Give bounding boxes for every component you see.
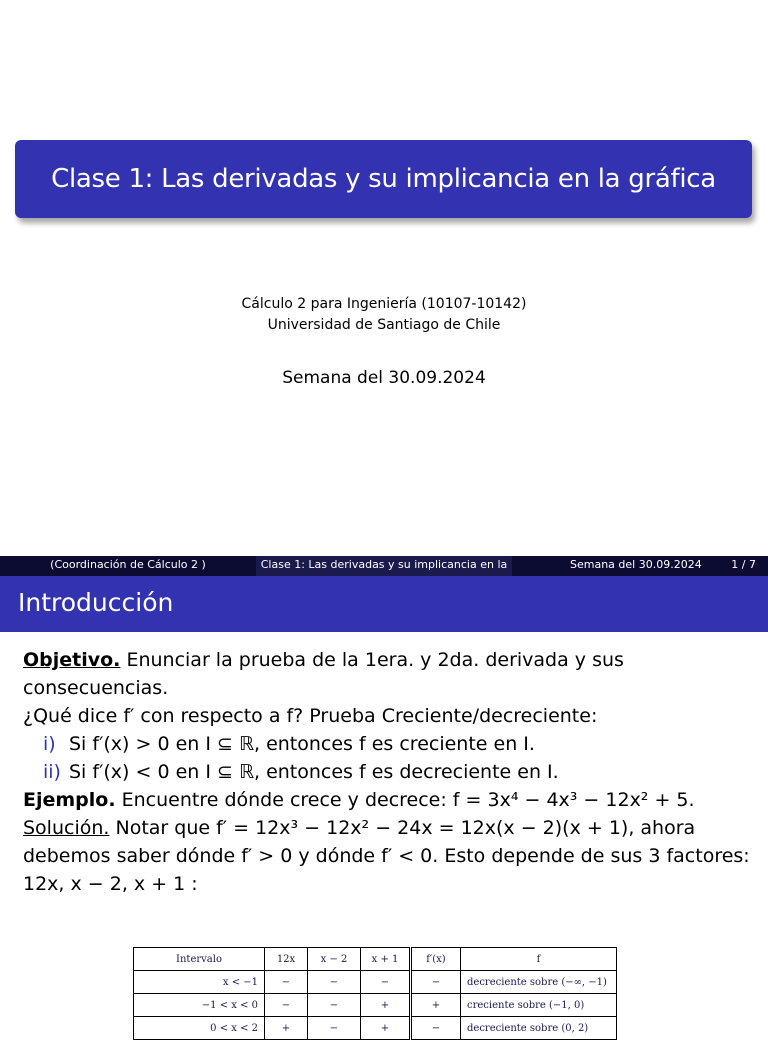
table-cell: − [411,971,461,994]
table-cell: − [411,1017,461,1040]
table-cell: − [308,994,361,1017]
question-text: ¿Qué dice f′ con respecto a f? Prueba Creciente/decreciente: [23,705,598,727]
table-header: 12x [265,948,308,971]
frame-header [0,576,768,632]
table-header: f [461,948,617,971]
table-cell: decreciente sobre (−∞, −1) [461,971,617,994]
footer-page-number: 1 / 7 [731,558,756,571]
table-cell: + [265,1017,308,1040]
table-row [134,994,617,1017]
course-name: Cálculo 2 para Ingeniería (10107-10142) [241,296,527,312]
footer-date-cell [512,556,768,576]
table-cell: + [411,994,461,1017]
table-header: x − 2 [308,948,361,971]
table-cell: decreciente sobre (0, 2) [461,1017,617,1040]
table-header: Intervalo [134,948,265,971]
table-cell: + [361,1017,411,1040]
footer-title: Clase 1: Las derivadas y su implicancia en la [260,558,508,571]
slide-date: Semana del 30.09.2024 [282,368,486,388]
objective-paragraph [23,646,753,702]
list-marker: ii) [43,761,61,783]
table-row [134,1017,617,1040]
table-row [134,971,617,994]
table-cell: −1 < x < 0 [134,994,265,1017]
list-item [23,730,753,758]
objective-text: Enunciar la prueba de la 1era. y 2da. derivada y sus consecuencias. [23,649,624,699]
slide-content [23,646,753,898]
table-cell: − [308,1017,361,1040]
table-header: x + 1 [361,948,411,971]
table-cell: creciente sobre (−1, 0) [461,994,617,1017]
list-item-text: Si f′(x) > 0 en I ⊆ ℝ, entonces f es creciente en I. [69,733,535,755]
solution-label: Solución. [23,817,110,839]
list-item [23,758,753,786]
table-cell: x < −1 [134,971,265,994]
table-cell: − [265,971,308,994]
example-text: Encuentre dónde crece y decrece: f = 3x⁴ − 4x³ − 12x² + 5. [115,789,695,811]
list-marker: i) [43,733,56,755]
table-cell: − [308,971,361,994]
university-name: Universidad de Santiago de Chile [267,317,501,333]
table-cell: − [265,994,308,1017]
objective-label: Objetivo. [23,649,121,671]
frame-title: Introducción [18,588,174,617]
slide-title: Clase 1: Las derivadas y su implicancia en la gráfica [51,164,716,194]
list-item-text: Si f′(x) < 0 en I ⊆ ℝ, entonces f es decreciente en I. [69,761,559,783]
example-paragraph [23,786,753,814]
solution-text: Notar que f′ = 12x³ − 12x² − 24x = 12x(x − 2)(x + 1), ahora debemos saber dónde f′ > 0 y dónde f′ < 0. Esto depende de sus 3 factores: 12x, x − 2, x + 1 : [23,817,750,895]
title-box [15,140,752,218]
table-header-row [134,948,617,971]
solution-paragraph [23,814,753,898]
table-cell: + [361,994,411,1017]
table-cell: − [361,971,411,994]
example-label: Ejemplo. [23,789,116,811]
table-header: f′(x) [411,948,461,971]
sign-table [133,947,617,1040]
footer-bar [0,556,768,576]
footer-date: Semana del 30.09.2024 [570,558,702,571]
footer-author: (Coordinación de Cálculo 2 ) [0,556,256,576]
footer-title-cell [256,556,512,576]
table-cell: 0 < x < 2 [134,1017,265,1040]
